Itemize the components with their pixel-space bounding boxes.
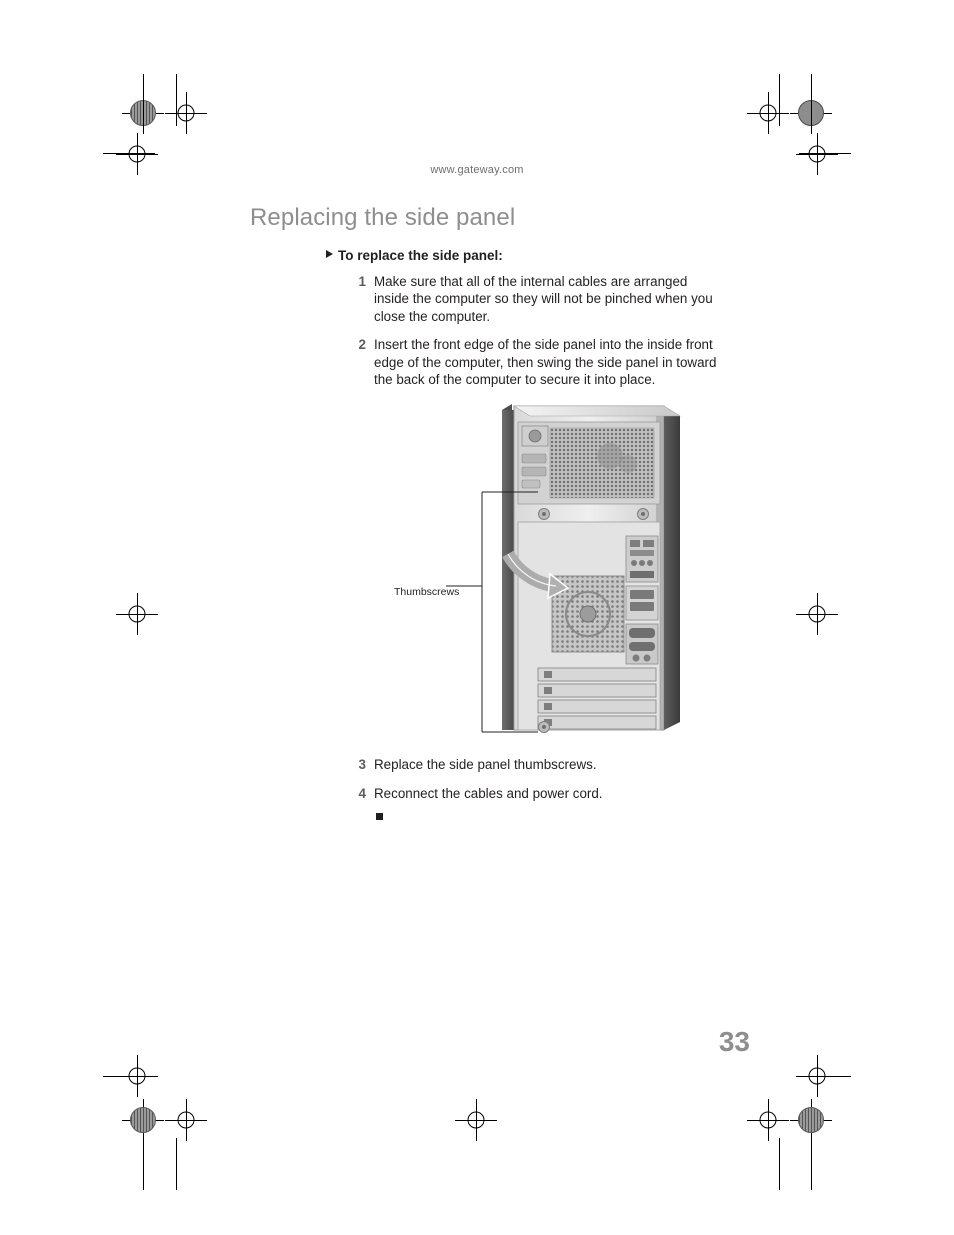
reg-mark-bottom-right-cross (747, 1099, 789, 1141)
page-content (250, 204, 750, 820)
reg-mark-bottom-left (122, 1099, 164, 1141)
end-of-procedure-marker (376, 813, 383, 820)
reg-mark-top-left-cross (165, 92, 207, 134)
reg-mark-mid-right (796, 593, 838, 635)
procedure-heading (338, 248, 750, 263)
list-item (358, 785, 726, 802)
step-text: Insert the front edge of the side panel into the inside front edge of the computer, then swing the side panel in toward the back of the computer to secure it into place. (374, 337, 717, 388)
list-item (358, 336, 726, 388)
step-number: 2 (358, 337, 366, 353)
step-text: Replace the side panel thumbscrews. (374, 757, 597, 773)
steps-list-top (250, 273, 750, 388)
page-header-url: www.gateway.com (430, 164, 524, 176)
page-title: Replacing the side panel (250, 204, 516, 231)
page-number: 33 (718, 1026, 750, 1057)
steps-list-bottom (250, 756, 750, 802)
procedure-heading-label: To replace the side panel: (338, 248, 503, 263)
reg-mark-mid-left (116, 593, 158, 635)
list-item (358, 273, 726, 325)
reg-mark-top-right-cross (747, 92, 789, 134)
reg-mark-bottom-right (790, 1099, 832, 1141)
computer-rear-illustration (250, 404, 750, 744)
list-item (358, 756, 726, 773)
step-text: Make sure that all of the internal cables are arranged inside the computer so they will not be pinched when you close the computer. (374, 274, 713, 324)
step-number: 3 (358, 757, 366, 773)
computer-rear-figure (250, 404, 750, 744)
step-text: Reconnect the cables and power cord. (374, 785, 603, 801)
callout-label-thumbscrews: Thumbscrews (394, 586, 460, 599)
triangle-bullet-icon (326, 250, 333, 258)
step-number: 1 (358, 274, 366, 289)
reg-mark-bottom-left-cross (165, 1099, 207, 1141)
reg-mark-bottom-center (455, 1099, 497, 1141)
step-number: 4 (358, 785, 366, 801)
